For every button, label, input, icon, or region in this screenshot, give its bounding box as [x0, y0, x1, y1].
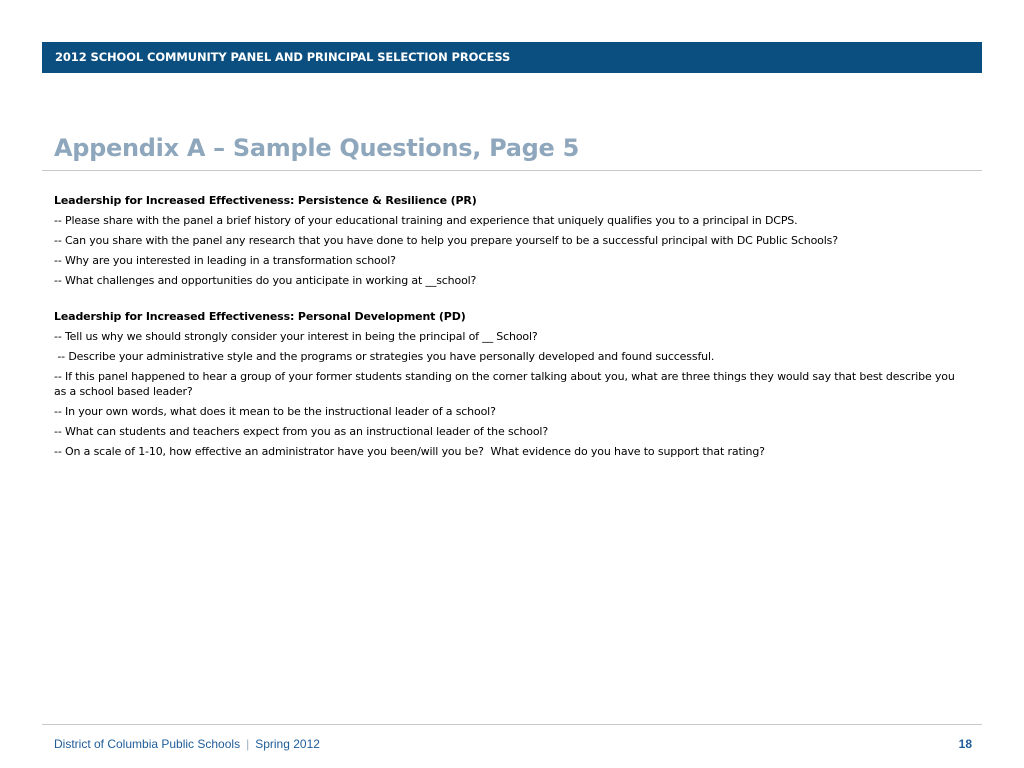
- footer-divider: [42, 724, 982, 725]
- questions-content: [54, 193, 959, 480]
- header-bar: [42, 42, 982, 73]
- footer: [54, 736, 972, 752]
- question-item: -- What can students and teachers expect from you as an instructional leader of the school?: [54, 425, 549, 438]
- question-item: -- Describe your administrative style and the programs or strategies you have personally developed and found successful.: [54, 349, 715, 363]
- question-item: -- If this panel happened to hear a group of your former students standing on the corner talking about you, what are three things they would say that best describe you as a school based leader?: [54, 369, 955, 398]
- section-heading: Leadership for Increased Effectiveness: Personal Development (PD): [54, 309, 466, 323]
- footer-organization: District of Columbia Public Schools: [54, 737, 241, 751]
- section-persistence-resilience: [54, 193, 959, 289]
- footer-term: Spring 2012: [255, 737, 320, 751]
- page-title: Appendix A – Sample Questions, Page 5: [54, 134, 579, 162]
- question-item: -- In your own words, what does it mean to be the instructional leader of a school?: [54, 405, 496, 418]
- section-heading: Leadership for Increased Effectiveness: Persistence & Resilience (PR): [54, 194, 477, 207]
- footer-separator: |: [246, 737, 250, 751]
- question-item: -- Why are you interested in leading in a transformation school?: [54, 254, 396, 267]
- section-personal-development: [54, 309, 959, 460]
- question-item: -- What challenges and opportunities do you anticipate in working at __school?: [54, 274, 477, 287]
- header-title: 2012 SCHOOL COMMUNITY PANEL AND PRINCIPAL SELECTION PROCESS: [55, 50, 511, 64]
- page-number: 18: [958, 737, 972, 751]
- question-item: -- Please share with the panel a brief history of your educational training and experience that uniquely qualifies you to a principal in DCPS.: [54, 214, 798, 227]
- question-item: -- Tell us why we should strongly consider your interest in being the principal of __ School?: [54, 329, 538, 343]
- title-divider: [42, 170, 982, 171]
- question-item: -- Can you share with the panel any research that you have done to help you prepare yourself to be a successful principal with DC Public Schools?: [54, 234, 838, 247]
- question-item: -- On a scale of 1-10, how effective an administrator have you been/will you be? What evidence do you have to support that rating?: [54, 445, 765, 458]
